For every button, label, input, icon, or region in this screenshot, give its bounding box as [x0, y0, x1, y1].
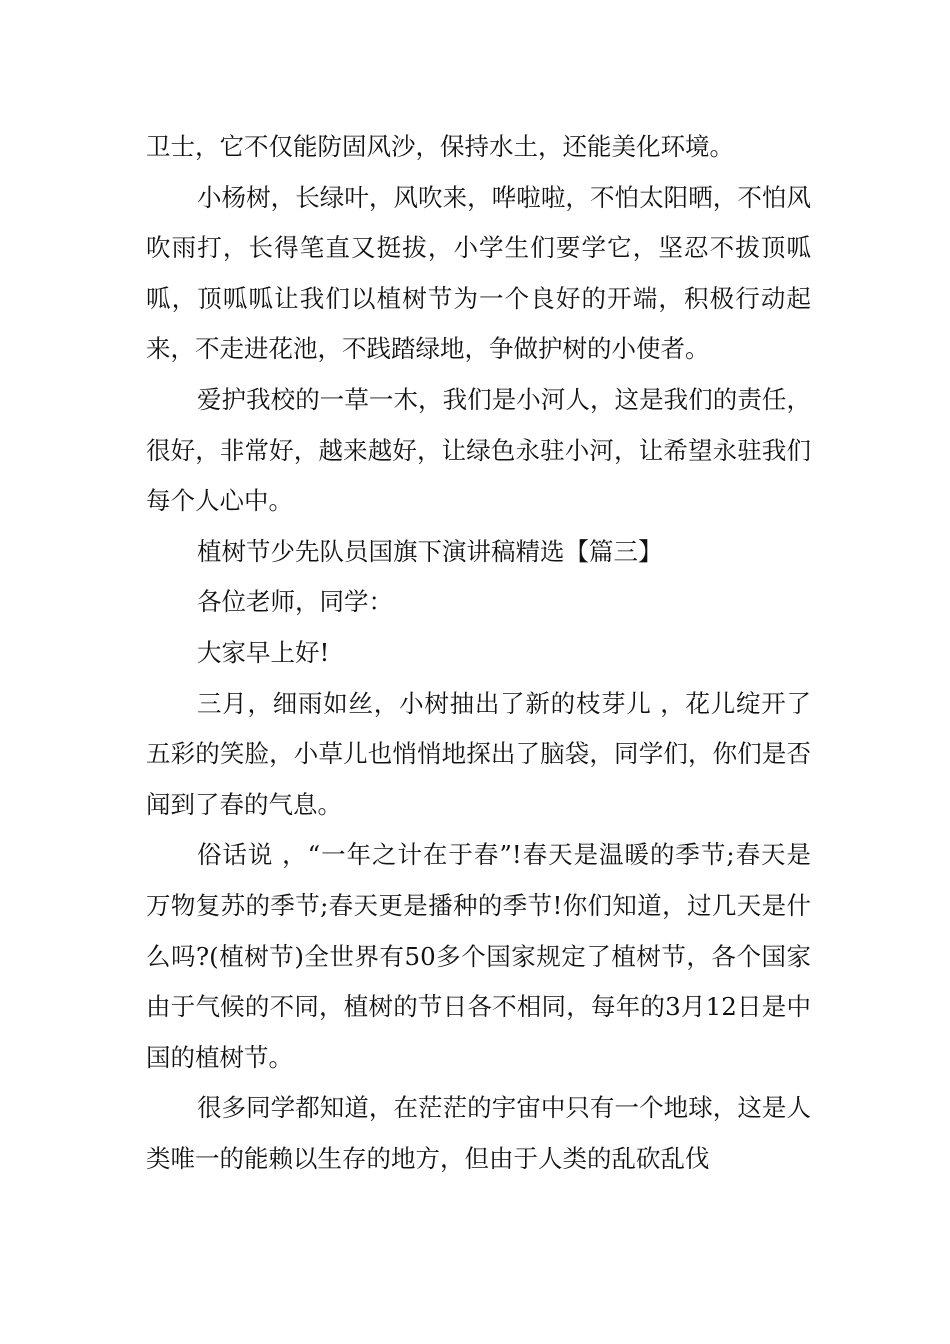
salutation: 各位老师，同学： [197, 587, 393, 617]
paragraph-8: 俗话说 ，“一年之计在于春”!春天是温暖的季节;春天是万物复苏的季节;春天更是播种的季节!你们知道，过几天是什么吗?(植树节)全世界有50多个国家规定了植树节，各个国家由于气候的不同，植树的节日各不相同，每年的3月12日是中国的植树节。 [146, 840, 811, 1072]
document-body [146, 122, 811, 1184]
paragraph-3: 爱护我校的一草一木，我们是小河人，这是我们的责任，很好，非常好，越来越好，让绿色永驻小河，让希望永驻我们每个人心中。 [146, 384, 811, 516]
greeting: 大家早上好! [197, 637, 330, 667]
paragraph-7: 三月，细雨如丝，小树抽出了新的枝芽儿 ，花儿绽开了五彩的笑脸，小草儿也悄悄地探出了脑袋，同学们，你们是否闻到了春的气息。 [146, 688, 811, 819]
section-heading: 植树节少先队员国旗下演讲稿精选【篇三】 [197, 536, 663, 566]
paragraph-2: 小杨树，长绿叶，风吹来，哗啦啦，不怕太阳晒，不怕风吹雨打，长得笔直又挺拔，小学生们要学它，坚忍不拔顶呱呱，顶呱呱让我们以植树节为一个良好的开端，积极行动起来，不走进花池，不践踏绿地，争做护树的小使者。 [146, 182, 811, 364]
paragraph-9: 很多同学都知道，在茫茫的宇宙中只有一个地球，这是人类唯一的能赖以生存的地方，但由于人类的乱砍乱伐 [146, 1093, 811, 1173]
paragraph-1: 卫士，它不仅能防固风沙，保持水土，还能美化环境。 [146, 132, 734, 161]
